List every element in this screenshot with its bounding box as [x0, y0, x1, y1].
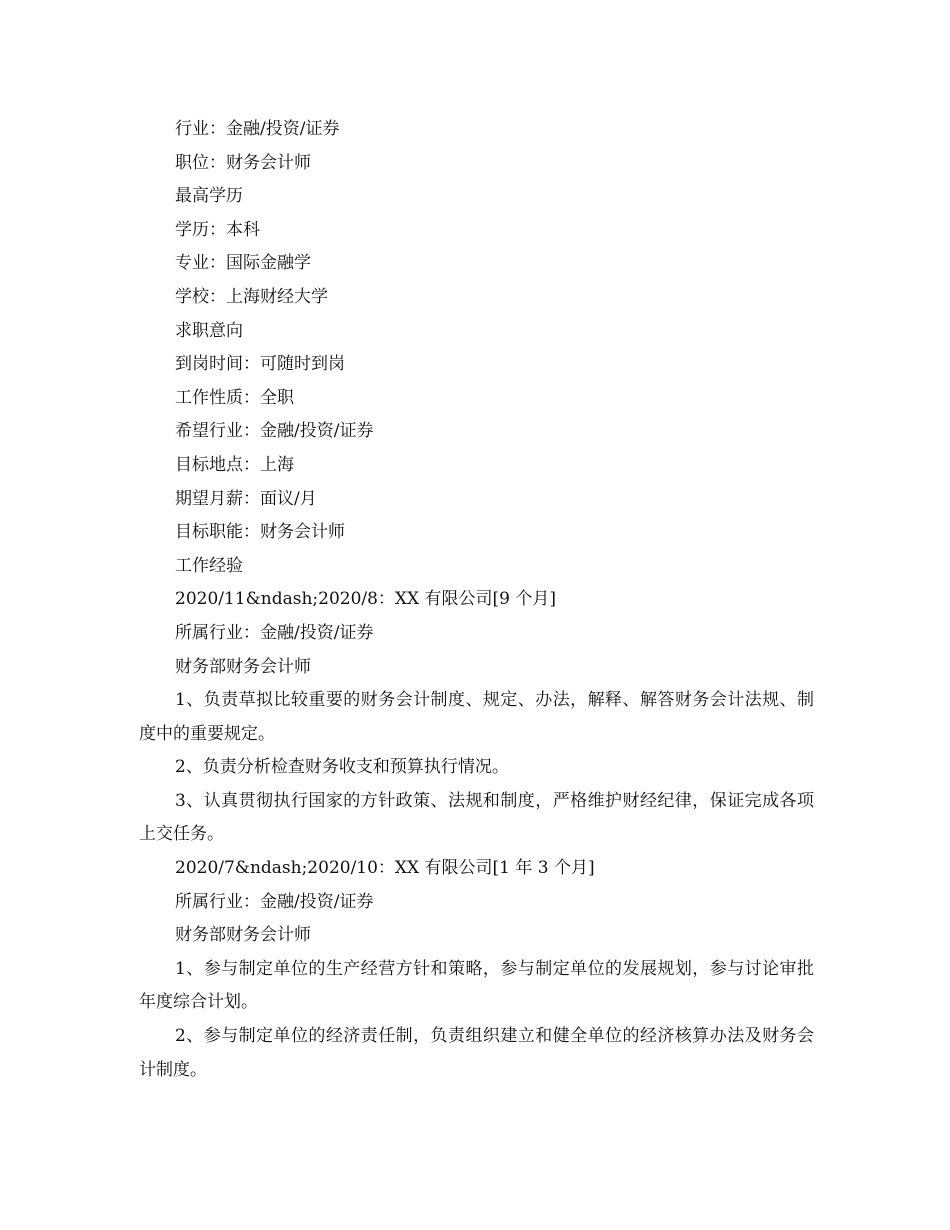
- job-1-title: 财务部财务会计师: [175, 656, 311, 677]
- document-body: [139, 113, 814, 1087]
- industry-line: 行业：金融/投资/证券: [175, 119, 340, 139]
- job-type-line: 工作性质：全职: [175, 387, 294, 408]
- job-1-period: 2020/11&ndash;2020/8：XX 有限公司[9 个月]: [175, 589, 557, 610]
- job-2-duty-2: 2、参与制定单位的经济责任制，负责组织建立和健全单位的经济核算办法及财务会计制度。: [139, 1026, 814, 1080]
- job-1-duty-2: 2、负责分析检查财务收支和预算执行情况。: [175, 757, 509, 778]
- job-1-duty-3: 3、认真贯彻执行国家的方针政策、法规和制度，严格维护财经纪律，保证完成各项上交任务。: [139, 790, 814, 845]
- job-2-industry: 所属行业：金融/投资/证券: [175, 891, 374, 912]
- desired-industry-line: 希望行业：金融/投资/证券: [175, 421, 374, 442]
- target-function-line: 目标职能：财务会计师: [175, 522, 345, 543]
- start-date-line: 到岗时间：可随时到岗: [175, 354, 345, 375]
- work-experience-heading: 工作经验: [175, 555, 243, 576]
- target-location-line: 目标地点：上海: [175, 454, 294, 475]
- expected-salary-line: 期望月薪：面议/月: [175, 488, 317, 509]
- job-2-period: 2020/7&ndash;2020/10：XX 有限公司[1 年 3 个月]: [175, 858, 595, 879]
- job-1-duty-1: 1、负责草拟比较重要的财务会计制度、规定、办法，解释、解答财务会计法规、制度中的重要规定。: [139, 690, 814, 744]
- job-intent-heading: 求职意向: [175, 320, 243, 341]
- major-line: 专业：国际金融学: [175, 253, 311, 274]
- degree-line: 学历：本科: [175, 219, 260, 240]
- job-2-duty-1: 1、参与制定单位的生产经营方针和策略，参与制定单位的发展规划，参与讨论审批年度综合计划。: [139, 958, 814, 1013]
- education-heading: 最高学历: [175, 186, 243, 207]
- job-1-industry: 所属行业：金融/投资/证券: [175, 622, 374, 643]
- job-2-title: 财务部财务会计师: [175, 925, 311, 946]
- school-line: 学校：上海财经大学: [175, 286, 328, 307]
- position-line: 职位：财务会计师: [175, 152, 311, 173]
